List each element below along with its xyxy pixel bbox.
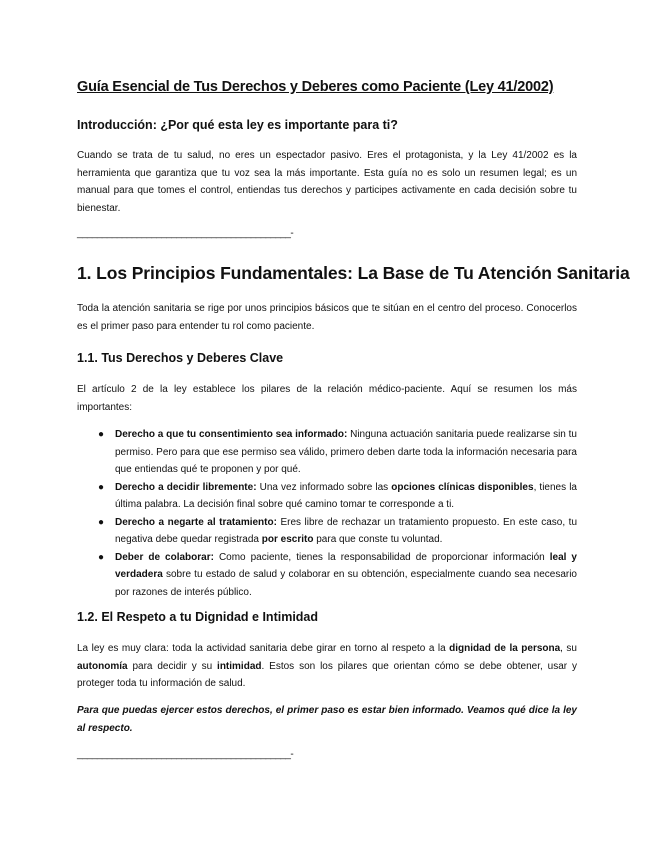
paragraph-text: La ley es muy clara: toda la actividad sanitaria debe girar en torno al respeto a la: [77, 643, 450, 654]
separator-line: ___________________________________________-: [77, 749, 294, 760]
paragraph-bold: intimidad: [217, 660, 262, 672]
list-item: [77, 514, 577, 549]
list-item-text: Como paciente, tienes la responsabilidad de proporcionar información: [213, 551, 550, 563]
list-item-text: sobre tu estado de salud y colaborar en su obtención, especialmente cuando sea necesario por razones de interés público.: [115, 569, 577, 598]
intro-heading: Introducción: ¿Por qué esta ley es importante para ti?: [77, 118, 398, 132]
bullet-icon: ●: [98, 481, 105, 493]
list-item-bold: Derecho a negarte al tratamiento:: [115, 516, 277, 528]
section1-paragraph: Toda la atención sanitaria se rige por unos principios básicos que te sitúan en el centro del proceso. Conocerlos es el primer paso para entender tu rol como paciente.: [77, 303, 577, 332]
intro-paragraph: Cuando se trata de tu salud, no eres un espectador pasivo. Eres el protagonista, y la Ley 41/2002 es la herramienta que garantiza que tu voz sea la más importante. Esta guía no es solo un resumen legal; es un manual para que tomes el control, entiendas tus derechos y participes activamente en cada decisión sobre tu bienestar.: [77, 150, 577, 214]
list-item: [77, 479, 577, 514]
paragraph-bold: dignidad de la persona: [449, 643, 561, 654]
paragraph-text: para decidir y su: [127, 660, 218, 672]
subsection-1-2-heading: 1.2. El Respeto a tu Dignidad e Intimidad: [77, 610, 319, 624]
closing-paragraph: Para que puedas ejercer estos derechos, el primer paso es estar bien informado. Veamos qué dice la ley al respecto.: [77, 705, 577, 734]
paragraph-text: , su: [560, 643, 577, 654]
paragraph-bold: autonomía: [77, 660, 128, 672]
section1-heading: 1. Los Principios Fundamentales: La Base de Tu Atención Sanitaria: [77, 263, 630, 283]
list-item-bold: por escrito: [261, 534, 314, 545]
subsection-1-1-paragraph: El artículo 2 de la ley establece los pilares de la relación médico-paciente. Aquí se resumen los más importantes:: [77, 384, 577, 413]
bullet-icon: ●: [98, 429, 105, 440]
list-item-text: , tienes la última palabra. La decisión final sobre qué camino tomar te corresponde a ti.: [115, 481, 577, 510]
list-item-bold: Deber de colaborar:: [115, 551, 214, 563]
paragraph-text: . Estos son los pilares que orientan cómo se debe obtener, usar y proteger toda tu información de salud.: [77, 660, 577, 689]
bullet-icon: ●: [98, 551, 105, 563]
bullet-icon: ●: [98, 516, 105, 528]
list-item-text: Una vez informado sobre las: [256, 481, 392, 493]
list-item-bold: Derecho a que tu consentimiento sea informado:: [115, 429, 348, 440]
separator-line: ___________________________________________-: [77, 228, 294, 239]
subsection-1-1-heading: 1.1. Tus Derechos y Deberes Clave: [77, 351, 284, 365]
list-item-text: Ninguna actuación sanitaria puede realizarse sin tu permiso. Pero para que ese permiso sea válido, primero deben darte toda la información necesaria para que entiendas qué te proponen y por qué.: [115, 429, 577, 475]
list-item-text: para que conste tu voluntad.: [313, 534, 443, 545]
list-item: [77, 426, 577, 479]
list-item-bold: Derecho a decidir libremente:: [115, 481, 257, 493]
list-item-bold: leal y verdadera: [115, 551, 577, 580]
list-item: [77, 549, 577, 602]
list-item-text: Eres libre de rechazar un tratamiento propuesto. En este caso, tu negativa debe quedar registrada: [115, 516, 578, 545]
list-item-bold: opciones clínicas disponibles: [391, 481, 534, 493]
document-title: Guía Esencial de Tus Derechos y Deberes como Paciente (Ley 41/2002): [77, 79, 554, 95]
subsection-1-2-paragraph: [77, 640, 577, 693]
rights-list: [77, 426, 577, 601]
